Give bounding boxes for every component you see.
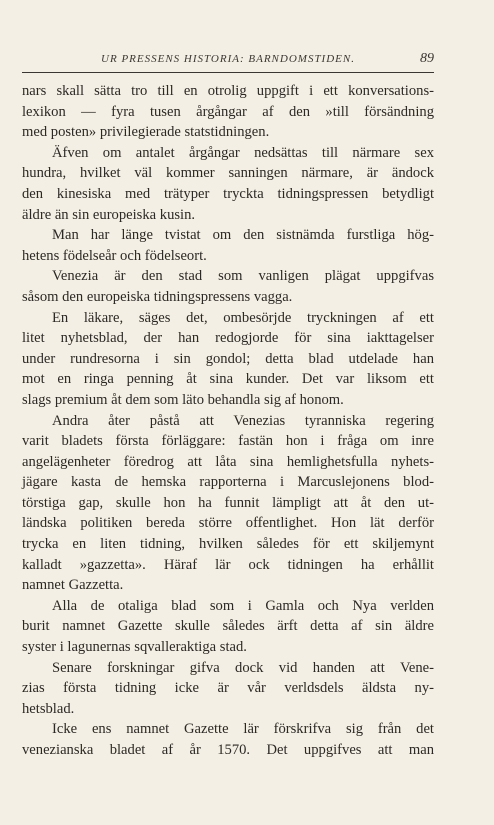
text-line: lexikon — fyra tusen årgångar af den »till försändning (22, 103, 434, 120)
text-line: Äfven om antalet årgångar nedsättas till närmare sex (52, 144, 434, 161)
text-line: nars skall sätta tro till en otrolig uppgift i ett konversations- (22, 83, 434, 99)
running-head: UR PRESSENS HISTORIA: BARNDOMSTIDEN. (101, 53, 355, 65)
text-line: venezianska bladet af år 1570. Det uppgifves att man (22, 742, 434, 758)
page-header (22, 53, 434, 73)
text-line: burit namnet Gazette skulle således ärft detta af sin äldre (22, 618, 434, 635)
text-line: mot en ringa penning åt sina kunder. Det var liksom ett (22, 371, 434, 388)
text-line: ländska politiken bereda större offentlighet. Hon lät derför (22, 515, 434, 532)
text-line: trycka en liten tidning, hvilken således för ett skiljemynt (22, 536, 434, 553)
text-line: namnet Gazzetta. (22, 577, 124, 594)
text-line: En läkare, säges det, ombesörjde tryckningen af ett (52, 309, 434, 326)
text-line: jägare kasta de hemska rapporterna i Marcuslejonens blod- (22, 474, 434, 491)
text-line: kalladt »gazzetta». Häraf lär ock tidningen ha erhållit (22, 556, 434, 573)
text-line: törstiga gap, skulle hon ha funnit lämpligt att åt den ut- (22, 494, 434, 511)
text-line: under rundresorna i sin gondol; detta blad utdelade han (22, 350, 434, 367)
text-line: såsom den europeiska tidningspressens vagga. (22, 288, 293, 305)
text-line: varit bladets första förläggare: fastän hon i fråga om inre (22, 433, 434, 450)
text-line: Alla de otaliga blad som i Gamla och Nya verlden (52, 597, 434, 614)
text-line: äldre än sin europeiska kusin. (22, 206, 196, 223)
text-line: litet nyhetsblad, der han redogjorde för sina iakttagelser (22, 330, 434, 347)
text-line: angelägenheter föredrog att låta sina hemlighetsfulla nyhets- (22, 453, 434, 470)
text-line: Man har länge tvistat om den sistnämda furstliga hög- (52, 227, 434, 244)
header-rule (22, 72, 434, 73)
text-line: hetsblad. (22, 700, 75, 717)
text-line: den kinesiska med trätyper tryckta tidningspressen betydligt (22, 185, 434, 202)
text-line: Andra åter påstå att Venezias tyranniska regering (52, 412, 434, 429)
text-line: slags premium åt dem som läto behandla sig af honom. (22, 391, 344, 408)
text-line: Venezia är den stad som vanligen plägat uppgifvas (52, 268, 434, 285)
text-line: zias första tidning icke är vår verldsdels äldsta ny- (22, 680, 434, 697)
text-line: Icke ens namnet Gazette lär förskrifva sig från det (52, 721, 434, 738)
page-number: 89 (420, 51, 434, 66)
text-line: hundra, hvilket väl kommer sanningen närmare, är ändock (22, 165, 434, 182)
body-text (22, 81, 434, 761)
text-line: hetens födelseår och födelseort. (22, 247, 207, 264)
text-line: med posten» privilegierade statstidningen. (22, 124, 270, 141)
text-line: Senare forskningar gifva dock vid handen att Vene- (52, 659, 434, 676)
text-line: syster i lagunernas sqvalleraktiga stad. (22, 639, 247, 656)
